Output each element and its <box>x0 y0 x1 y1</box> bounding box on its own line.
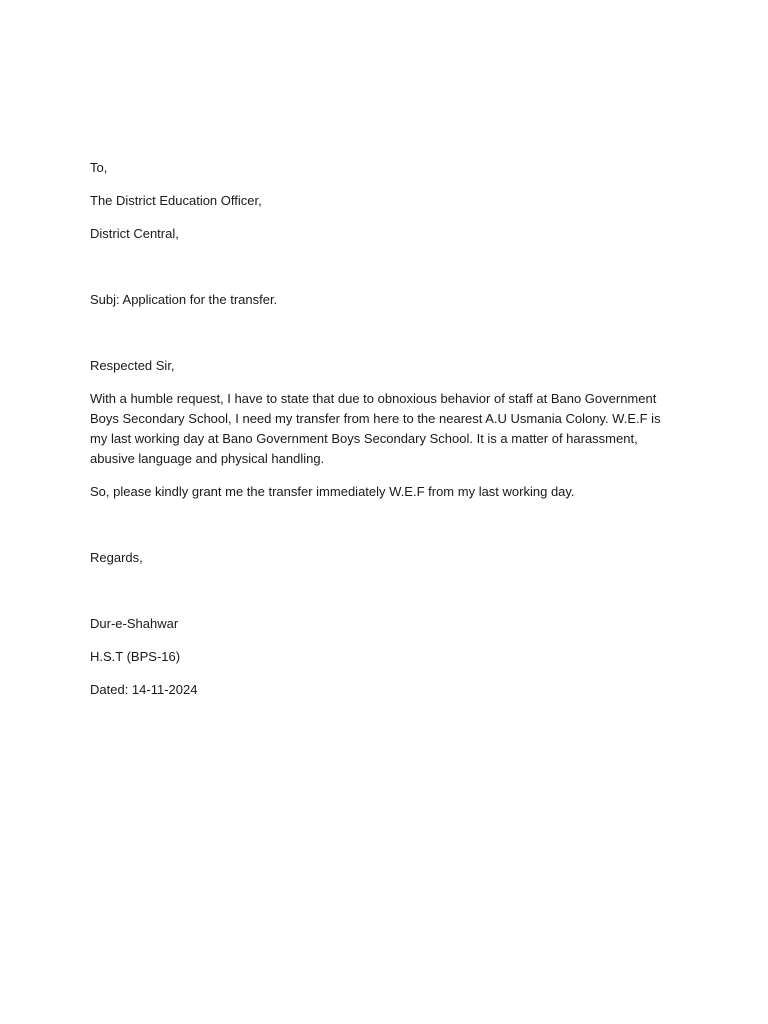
closing: Regards, <box>90 550 143 565</box>
subject-line: Subj: Application for the transfer. <box>90 292 278 307</box>
letter-body <box>90 158 670 713</box>
date-line: Dated: 14-11-2024 <box>90 682 198 697</box>
body-paragraph-2: So, please kindly grant me the transfer immediately W.E.F from my last working day. <box>90 484 575 499</box>
recipient-title: The District Education Officer, <box>90 193 262 208</box>
greeting: Respected Sir, <box>90 358 175 373</box>
sender-name: Dur-e-Shahwar <box>90 616 179 631</box>
body-paragraph-1: With a humble request, I have to state that due to obnoxious behavior of staff at Bano Government Boys Secondary School, I need my transfer from here to the nearest A.U Usmania Colony. W.E.F is my last working day at Bano Government Boys Secondary School. It is a matter of harassment, abusive language and physical handling. <box>90 391 661 466</box>
recipient-location: District Central, <box>90 226 179 241</box>
salutation-to: To, <box>90 160 108 175</box>
sender-designation: H.S.T (BPS-16) <box>90 649 181 664</box>
